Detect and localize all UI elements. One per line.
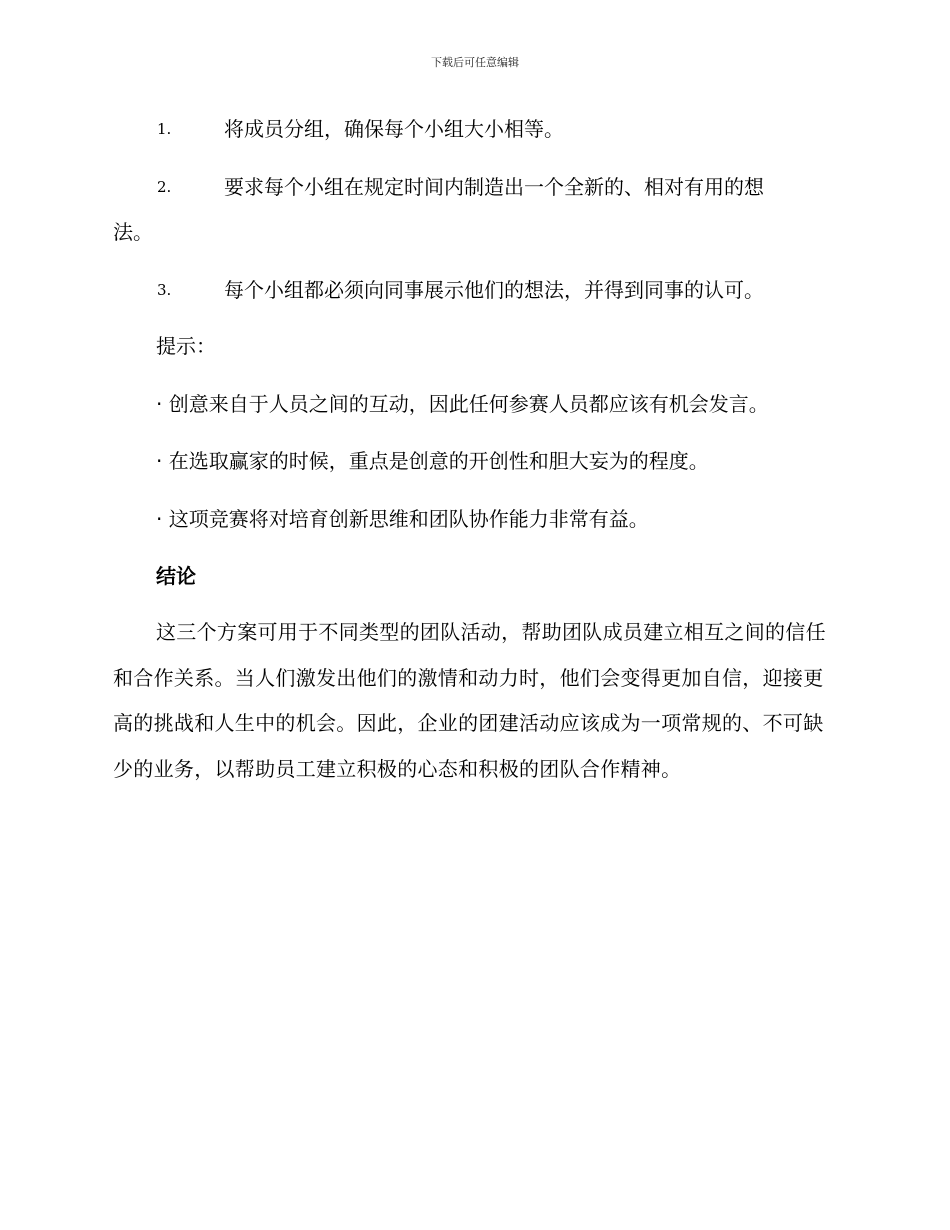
tips-label: 提示： (156, 334, 216, 358)
step-number: 1. (157, 120, 172, 138)
step-text: 要求每个小组在规定时间内制造出一个全新的、相对有用的想 (224, 175, 764, 199)
page-header: 下载后可任意编辑 (431, 56, 519, 69)
tip-item: · 创意来自于人员之间的互动，因此任何参赛人员都应该有机会发言。 (156, 392, 769, 416)
step-text: 将成员分组，确保每个小组大小相等。 (224, 117, 564, 141)
conclusion-paragraph: 这三个方案可用于不同类型的团队活动，帮助团队成员建立相互之间的信任和合作关系。当人们激发出他们的激情和动力时，他们会变得更加自信，迎接更高的挑战和人生中的机会。因此，企业的团建活动应该成为一项常规的、不可缺少的业务，以帮助员工建立积极的心态和积极的团队合作精神。 (113, 620, 826, 781)
step-number: 3. (157, 281, 172, 299)
step-text: 每个小组都必须向同事展示他们的想法，并得到同事的认可。 (224, 278, 764, 302)
step-text-continuation: 法。 (113, 220, 153, 244)
tip-item: · 在选取赢家的时候，重点是创意的开创性和胆大妄为的程度。 (156, 449, 709, 473)
conclusion-heading: 结论 (156, 564, 196, 588)
step-number: 2. (157, 178, 172, 196)
tip-item: · 这项竞赛将对培育创新思维和团队协作能力非常有益。 (156, 507, 649, 531)
